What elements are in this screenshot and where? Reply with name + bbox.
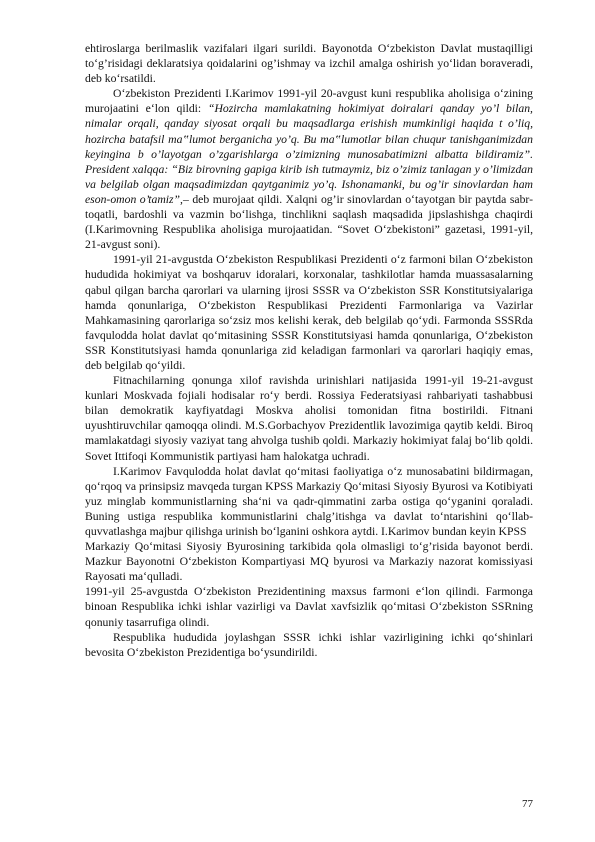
paragraph-text: ehtiroslarga berilmaslik vazifalari ilgari surildi. Bayonotda O‘zbekiston Davlat mustaqilligi to‘g’risidagi deklaratsiya qoidalarini og’ishmay va izchil amalga oshirish yo‘lidan boraveradi, deb ko‘rsatildi. — [85, 42, 533, 86]
paragraph — [85, 539, 533, 584]
paragraph — [85, 373, 533, 464]
paragraph — [85, 252, 533, 373]
paragraph — [85, 464, 533, 539]
paragraph-text: Respublika hududida joylashgan SSSR ichki ishlar vazirligining ichki qo‘shinlari bevosita O‘zbekiston Prezidentiga bo‘ysundirildi. — [85, 630, 533, 659]
paragraph-text: O‘zbekiston Prezidenti I.Karimov 1991-yil 20-avgust kuni respublika aholisiga o‘zining murojaatini e‘lon qildi: — [85, 87, 533, 116]
paragraph-text: 1991-yil 21-avgustda O‘zbekiston Respublikasi Prezidenti o‘z farmoni bilan O‘zbekiston hududida hokimiyat va boshqaruv idoralari, korxonalar, tashkilotlar hamda muassasalarning qabul qilgan barcha qarorlari va ularning ijrosi SSSR va O‘zbekiston SSR Konstitutsiyalariga hamda qonunlariga, O‘zbekiston Respublikasi Prezidenti Farmonlariga va Vazirlar Mahkamasining qarorlariga so‘zsiz mos kelishi kerak, deb belgilab qo‘ydi. Farmonda SSSRda favqulodda holat davlat qo‘mitasining SSSR Konstitutsiyasi hamda qonunlariga, O‘zbekiston SSR Konstitutsiyasi hamda qonunlariga zid keladigan farmonlari va qarorlari haqiqiy emas, deb belgilab qo‘yildi. — [85, 253, 533, 372]
paragraph — [85, 86, 533, 252]
page-number: 77 — [522, 798, 533, 810]
page-body — [85, 41, 533, 660]
paragraph — [85, 630, 533, 660]
paragraph-text: Markaziy Qo‘mitasi Siyosiy Byurosining tarkibida qola olmasligi to‘g’risida bayonot berdi. Mazkur Bayonotni O‘zbekiston Kompartiyasi MQ byurosi va Markaziy nazorat komissiyasi Rayosati ma‘qulladi. — [85, 540, 533, 584]
paragraph-text: I.Karimov Favqulodda holat davlat qo‘mitasi faoliyatiga o‘z munosabatini bildirmagan, qo‘rqoq va prinsipsiz mavqeda turgan KPSS Markaziy Qo‘mitasi Siyosiy Byurosi va Kotibiyati yuz minglab kommunistlarning sha‘ni va qadr-qimmatini zarba ostiga qo‘yganini qoraladi. Buning ustiga respublika kommunistlarini chalg’itishga va davlat to‘ntarishini qo‘llab-quvvatlashga majbur qilishga urinish bo‘lganini oshkora aytdi. I.Karimov bundan keyin KPSS — [85, 464, 533, 538]
paragraph — [85, 584, 533, 629]
paragraph-text: 1991-yil 25-avgustda O‘zbekiston Prezidentining maxsus farmoni e‘lon qilindi. Farmonga binoan Respublika ichki ishlar vazirligi va Davlat xavfsizlik qo‘mitasi O‘zbekiston SSRning qonuniy tasarrufiga olindi. — [85, 585, 533, 629]
italic-quote-text: “Hozircha mamlakatning hokimiyat doiralari qanday yo’l bilan, nimalar orqali, qanday siyosat orqali bu maqsadlarga erishish mumkinligi haqida t o’liq, hozircha batafsil ma‟lumot berganicha yo’q. Bu ma‟lumotlar bilan chuqur tanishganimizdan keyingina b o’layotgan o’zgarishlarga o’zimizning munosabatimizni albatta bildiramiz”. President xalqqa: “Biz birovning gapiga kirib ish tutmaymiz, biz o’zimiz tanlagan y o’limizdan va belgilab olgan maqsadimizdan qaytganimiz yo’q. Ishonamanki, bu og’ir sinovlardan ham eson-omon o’tamiz”, — [85, 102, 533, 206]
paragraph-text: Fitnachilarning qonunga xilof ravishda urinishlari natijasida 1991-yil 19-21-avgust kunlari Moskvada fojiali hodisalar ro‘y berdi. Rossiya Federatsiyasi rahbariyati tashabbusi bilan demokratik kayfiyatdagi Moskva aholisi tomonidan fitna bostirildi. Fitnani uyushtiruvchilar qamoqqa olindi. M.S.Gorbachyov Prezidentlik lavozimiga qaytib keldi. Biroq mamlakatdagi siyosiy vaziyat tang ahvolga tushib qoldi. Markaziy hokimiyat falaj bo‘lib qoldi. Sovet Ittifoqi Kommunistik partiyasi ham halokatga uchradi. — [85, 374, 533, 463]
paragraph-text: – deb murojaat qildi. Xalqni og’ir sinovlardan o‘tayotgan bir paytda sabr-toqatli, bardoshli va vazmin bo‘lishga, tinchlikni saqlash maqsadida jipslashishga chaqirdi (I.Karimovning Respublika aholisiga murojaatidan. “Sovet O‘zbekistoni” gazetasi, 1991-yil, 21-avgust soni). — [85, 192, 533, 252]
paragraph — [85, 41, 533, 86]
